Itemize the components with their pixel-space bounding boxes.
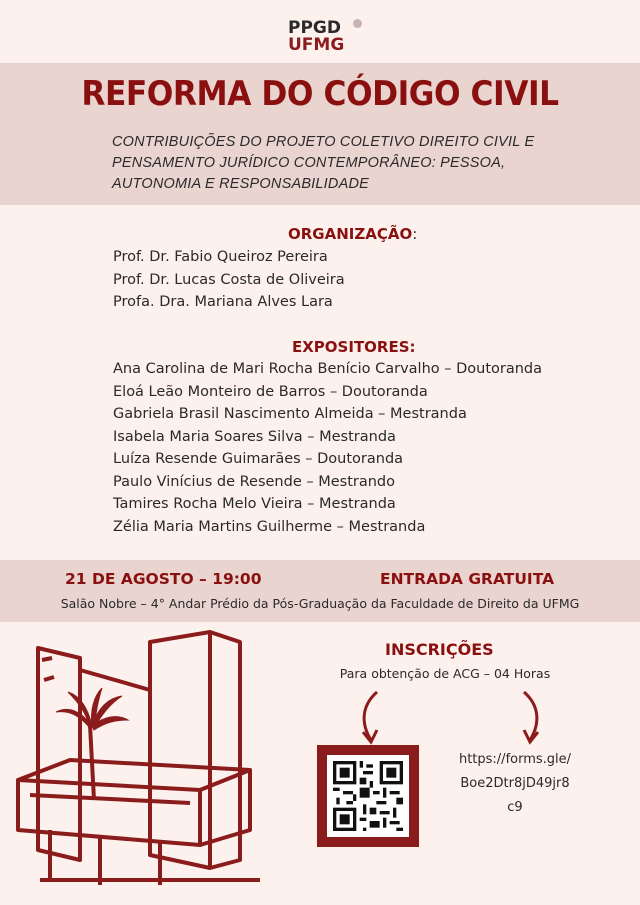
expositor-item: Gabriela Brasil Nascimento Almeida – Mestranda: [113, 406, 467, 422]
registration-link-line: https://forms.gle/: [458, 752, 572, 767]
qr-code[interactable]: [317, 745, 419, 847]
logo-ppgd: PPGD: [288, 18, 341, 38]
registration-link-line: Boe2Dtr8jD49jr8: [460, 776, 570, 791]
expositor-item: Isabela Maria Soares Silva – Mestranda: [113, 428, 396, 445]
logo-dot: [353, 19, 362, 28]
expositores-heading: EXPOSITORES:: [292, 338, 416, 356]
organizacao-heading-text: ORGANIZAÇÃO: [288, 225, 413, 243]
expositor-item: Zélia Maria Martins Guilherme – Mestranda: [113, 518, 426, 535]
organizador-item: Prof. Dr. Fabio Queiroz Pereira: [113, 249, 328, 265]
entry-free: ENTRADA GRATUITA: [380, 570, 555, 588]
organizacao-colon: :: [412, 225, 418, 243]
organizador-item: Prof. Dr. Lucas Costa de Oliveira: [113, 271, 345, 288]
page-title: REFORMA DO CÓDIGO CIVIL: [81, 74, 559, 114]
expositor-item: Paulo Vinícius de Resende – Mestrando: [113, 473, 395, 490]
inscricoes-heading: INSCRIÇÕES: [385, 640, 494, 659]
organizacao-list: [113, 246, 345, 314]
expositor-item: Tamires Rocha Melo Vieira – Mestranda: [113, 496, 396, 512]
ppgd-ufmg-logo: [288, 20, 368, 60]
organizacao-heading: [288, 225, 417, 243]
expositores-list: [113, 358, 542, 538]
building-illustration: [10, 630, 290, 890]
arrow-left-icon: [355, 688, 395, 748]
expositor-item: Eloá Leão Monteiro de Barros – Doutoranda: [113, 383, 428, 400]
expositor-item: Luíza Resende Guimarães – Doutoranda: [113, 451, 404, 467]
qr-code-image: [327, 755, 409, 837]
registration-link-line: c9: [507, 800, 523, 815]
inscricoes-subtitle: Para obtenção de ACG – 04 Horas: [339, 666, 551, 681]
event-location: Salão Nobre – 4° Andar Prédio da Pós-Graduação da Faculdade de Direito da UFMG: [60, 596, 580, 611]
qr-pattern: [333, 761, 403, 831]
event-date: 21 DE AGOSTO – 19:00: [65, 570, 262, 588]
expositor-item: Ana Carolina de Mari Rocha Benício Carvalho – Doutoranda: [113, 361, 543, 377]
registration-link[interactable]: [440, 748, 590, 820]
arrow-right-icon: [510, 688, 550, 748]
page-subtitle: CONTRIBUIÇÕES DO PROJETO COLETIVO DIREITO CIVIL E PENSAMENTO JURÍDICO CONTEMPORÂNEO: PESSOA, AUTONOMIA E RESPONSABILIDADE: [112, 134, 535, 192]
logo-ufmg: UFMG: [288, 35, 345, 55]
organizador-item: Profa. Dra. Mariana Alves Lara: [113, 294, 333, 310]
